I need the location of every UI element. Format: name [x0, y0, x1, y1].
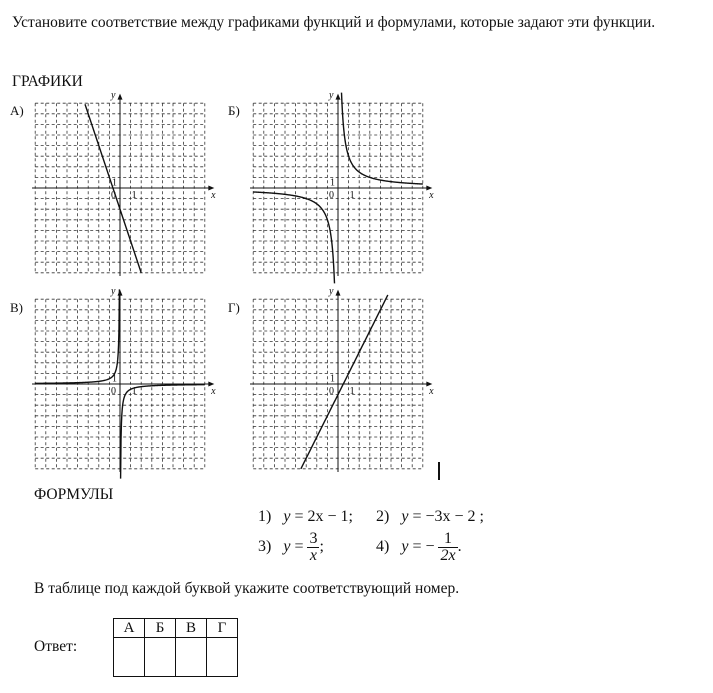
graph-letter-v: В) — [10, 300, 23, 315]
formula-2-rhs: = −3x − 2 ; — [412, 508, 484, 525]
instruction-text: В таблице под каждой буквой укажите соответствующий номер. — [34, 580, 460, 597]
graph-panel-v — [30, 285, 220, 484]
formulas-heading: ФОРМУЛЫ — [34, 486, 114, 503]
formula-4-fraction — [438, 531, 457, 564]
formula-3-denominator: x — [309, 547, 318, 564]
answer-cell-b[interactable] — [145, 638, 176, 677]
answer-cell-a[interactable] — [114, 638, 145, 677]
graph-letter-b: Б) — [228, 103, 240, 118]
y-unit-label: 1 — [112, 177, 117, 189]
task-text: Установите соответствие между графиками функций и формулами, которые задают эти функции. — [12, 14, 656, 31]
origin-label: 0 — [329, 190, 334, 201]
y-axis-label: y — [111, 285, 116, 297]
formula-2-lhs: y — [401, 508, 409, 525]
x-axis-label: x — [211, 386, 216, 397]
formula-3 — [258, 531, 324, 564]
graph-letter-a: А) — [10, 103, 24, 118]
formula-4-denominator: 2x — [440, 547, 456, 564]
formula-3-lhs: y — [283, 538, 291, 556]
formula-1 — [258, 508, 353, 526]
y-unit-label: 1 — [330, 373, 335, 385]
y-axis-label: y — [329, 285, 334, 297]
formula-4-numerator: 1 — [438, 531, 457, 548]
answer-label: Ответ: — [34, 638, 78, 655]
answer-cell-v[interactable] — [176, 638, 207, 677]
graph-b-branch-right — [342, 93, 423, 184]
formula-2 — [376, 508, 484, 526]
x-unit-label: 1 — [349, 190, 355, 201]
graph-panel-b — [248, 89, 438, 288]
graph-panel-a — [30, 89, 220, 288]
origin-label: 0 — [111, 386, 116, 397]
formula-3-punct: ; — [319, 538, 324, 556]
origin-label: 0 — [111, 190, 116, 201]
answer-header-b: Б — [145, 619, 176, 638]
y-axis-arrow — [336, 94, 341, 100]
x-axis-label: x — [429, 386, 434, 397]
formula-4-equals: = − — [412, 538, 435, 556]
graph-g-line — [301, 295, 388, 469]
graph-a-line — [85, 104, 141, 273]
graphs-heading: ГРАФИКИ — [12, 73, 83, 90]
y-axis-label: y — [111, 89, 116, 101]
graph-letter-g: Г) — [228, 300, 240, 315]
x-unit-label: 1 — [131, 386, 137, 397]
y-unit-label: 1 — [112, 373, 117, 385]
answer-header-v: В — [176, 619, 207, 638]
formula-2-number: 2) — [376, 508, 390, 525]
formula-3-equals: = — [294, 538, 304, 556]
answer-header-a: А — [114, 619, 145, 638]
formula-4-lhs: y — [401, 538, 409, 556]
y-axis-arrow — [118, 94, 123, 100]
x-axis-label: x — [211, 190, 216, 201]
text-cursor — [438, 462, 440, 480]
answer-cell-g[interactable] — [207, 638, 238, 677]
answer-table — [113, 618, 238, 677]
origin-label: 0 — [329, 386, 334, 397]
formula-4-number: 4) — [376, 538, 390, 556]
formula-3-number: 3) — [258, 538, 272, 556]
formula-3-numerator: 3 — [309, 530, 318, 547]
y-axis-arrow — [336, 290, 341, 296]
x-unit-label: 1 — [131, 190, 137, 201]
graph-v-branch-left — [35, 289, 119, 383]
formula-1-rhs: = 2x − 1; — [294, 508, 353, 525]
graph-b-branch-left — [253, 192, 334, 283]
formula-3-fraction — [307, 531, 319, 564]
x-axis-label: x — [429, 190, 434, 201]
formula-4 — [376, 531, 462, 564]
answer-header-g: Г — [207, 619, 238, 638]
y-unit-label: 1 — [330, 177, 335, 189]
formula-1-number: 1) — [258, 508, 272, 525]
formula-4-punct: . — [457, 538, 462, 556]
graph-panel-g — [248, 285, 438, 484]
x-unit-label: 1 — [349, 386, 355, 397]
y-axis-label: y — [329, 89, 334, 101]
formula-1-lhs: y — [283, 508, 291, 525]
